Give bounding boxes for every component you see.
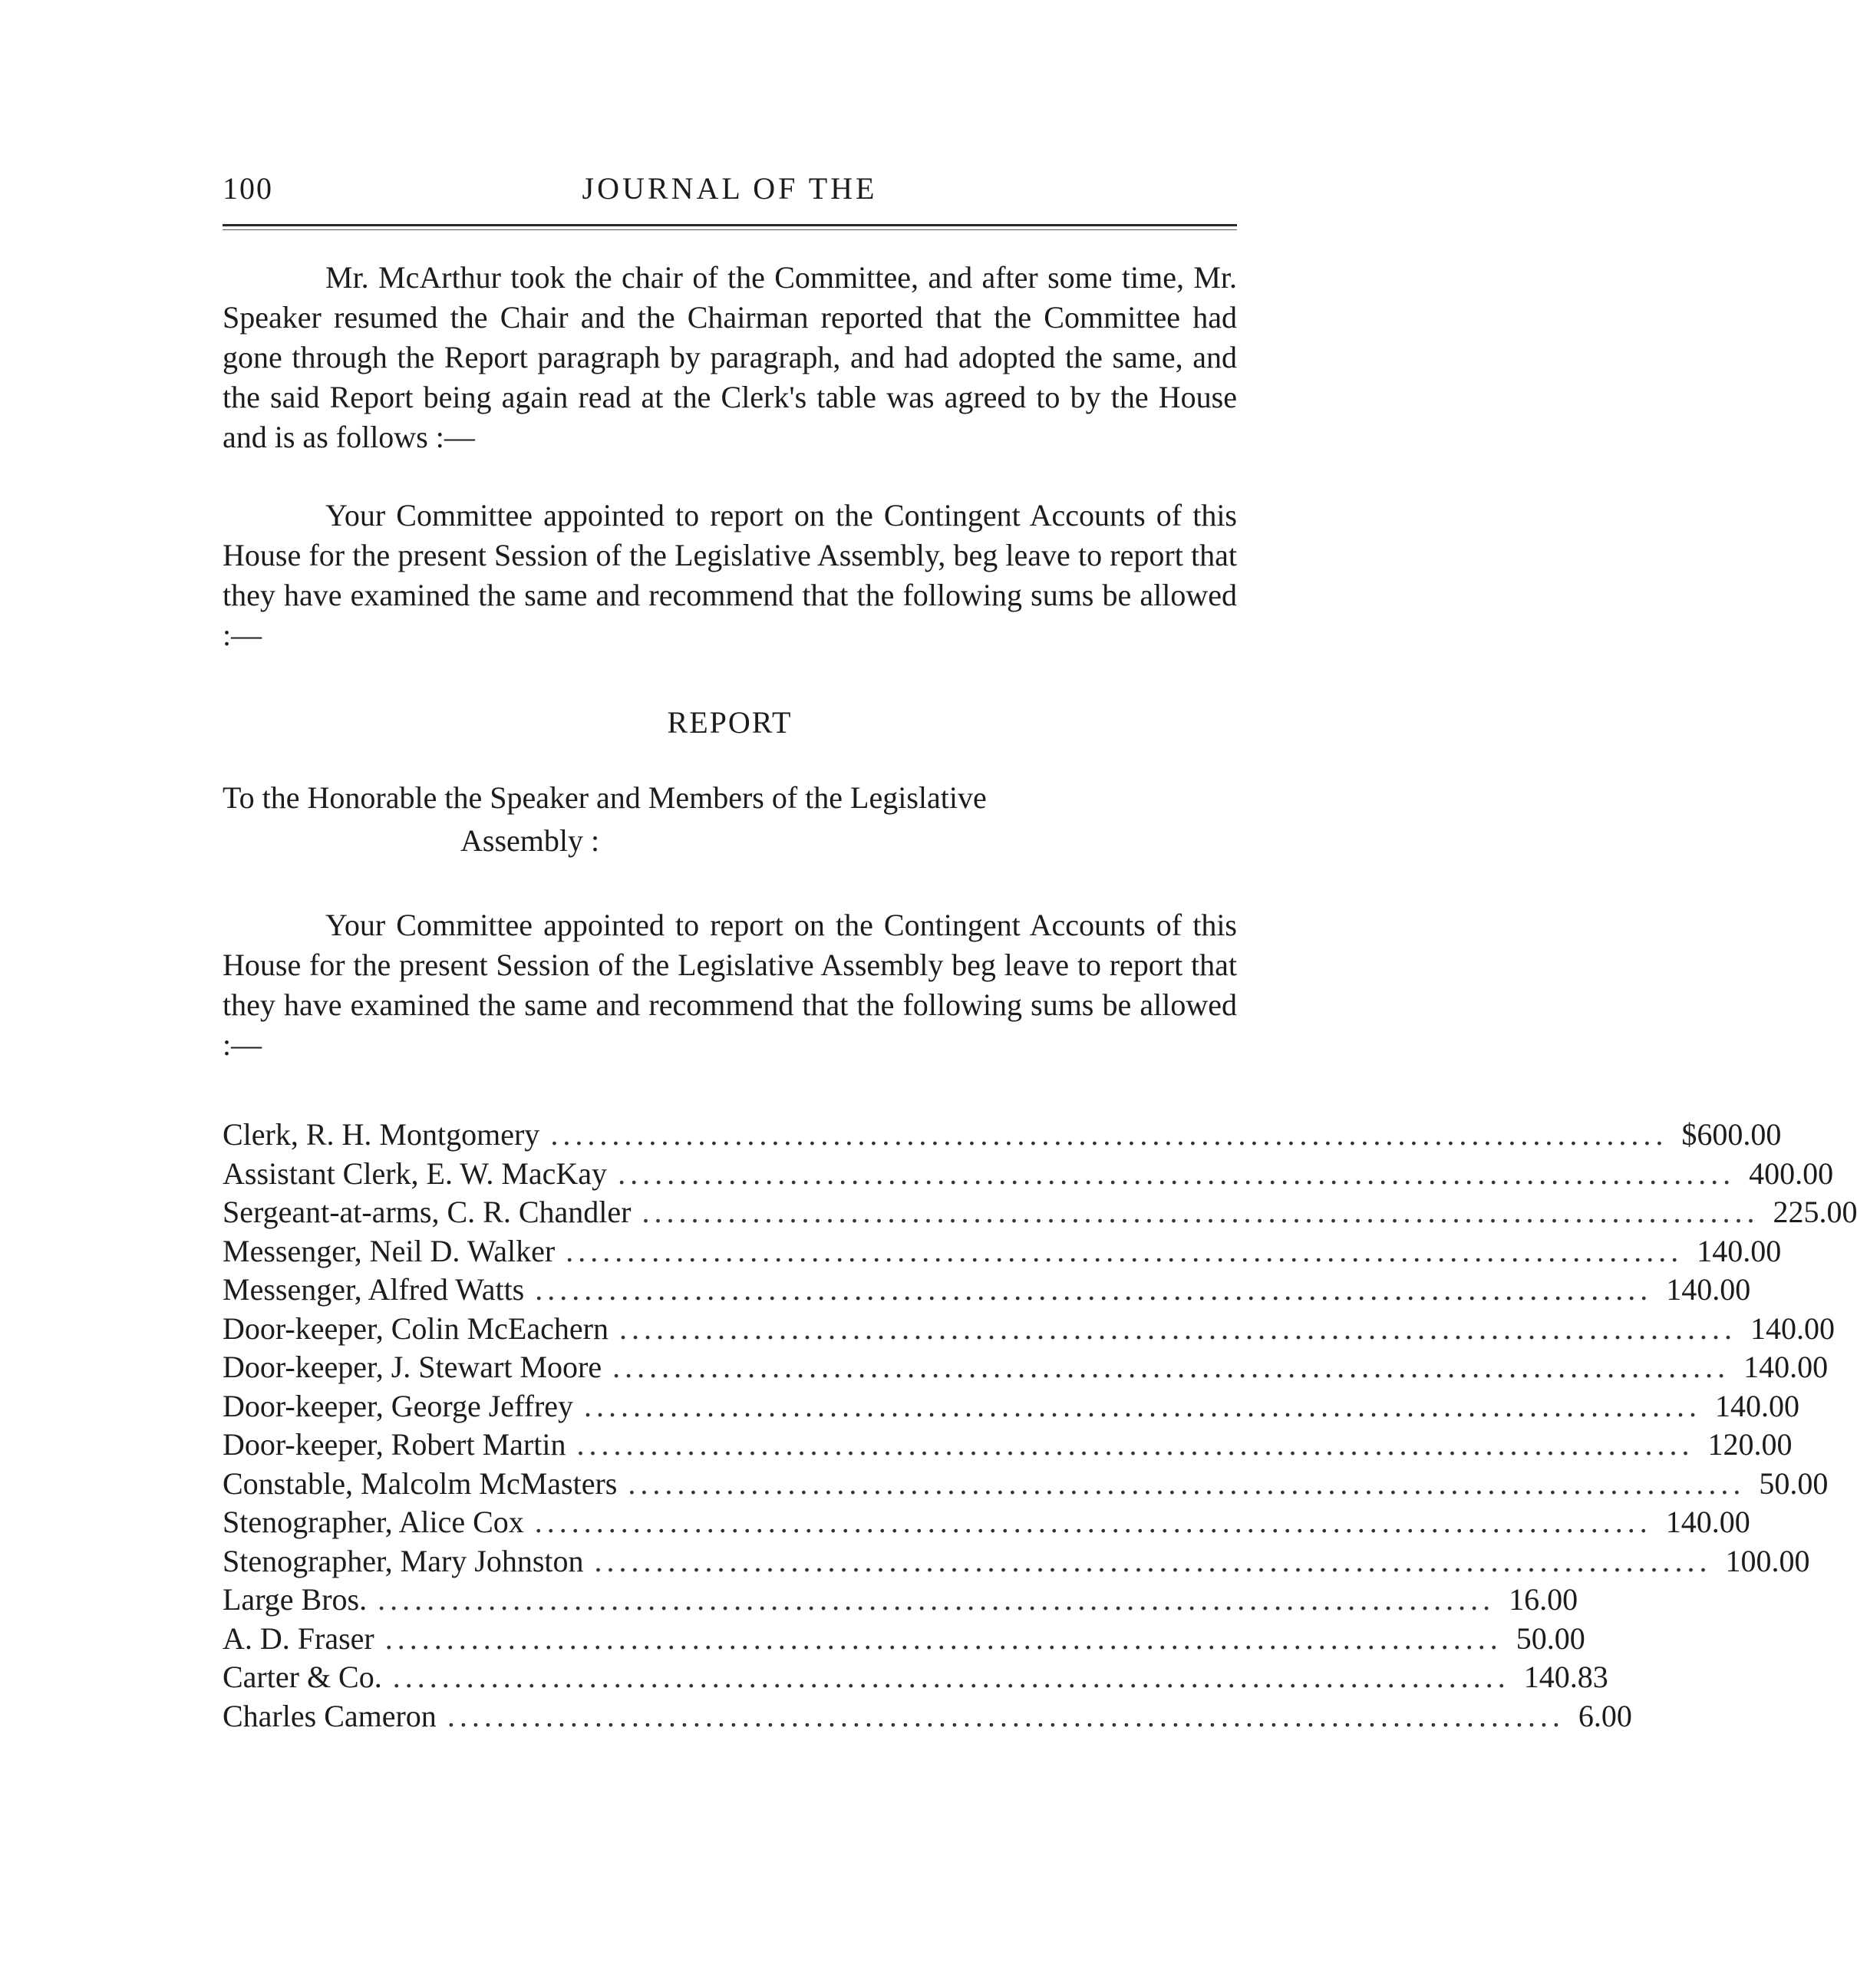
account-name: Door-keeper, Colin McEachern [223,1310,609,1346]
account-name: Assistant Clerk, E. W. MacKay [223,1156,608,1191]
account-name: Constable, Malcolm McMasters [223,1465,618,1501]
account-row [223,1658,1608,1697]
account-name: Door-keeper, George Jeffrey [223,1388,574,1423]
account-amount: 140.00 [1715,1388,1800,1423]
dot-leader: ........................................................................................... [594,1543,1712,1578]
paragraph-committee-chair: Mr. McArthur took the chair of the Committee, and after some time, Mr. Speaker resumed the Chair and the Chairman reported that the Committee had gone through the Report paragraph by paragraph, and had adopted the same, and the said Report being again read at the Clerk's table was agreed to by the House and is as follows :— [223,260,1237,454]
account-row [223,1581,1578,1620]
account-row [223,1232,1782,1271]
dot-leader: ........................................................................................... [618,1310,1737,1346]
address-line-2: Assembly : [460,823,600,858]
account-name: Sergeant-at-arms, C. R. Chandler [223,1195,632,1229]
account-row [223,1387,1800,1426]
account-amount: 140.00 [1666,1272,1751,1307]
dot-leader: ........................................................................................... [392,1660,1510,1694]
dot-leader: ........................................................................................... [618,1156,1736,1191]
dot-leader: ........................................................................................... [378,1582,1496,1617]
account-name: Carter & Co. [223,1660,382,1694]
dot-leader: ........................................................................................... [612,1350,1730,1384]
account-name: A. D. Fraser [223,1620,374,1656]
journal-page [223,170,1857,1736]
account-row [223,1116,1782,1155]
dot-leader: ........................................................................................... [584,1388,1702,1423]
account-amount: 140.83 [1523,1660,1608,1694]
account-row [223,1542,1810,1581]
account-name: Large Bros. [223,1582,368,1617]
account-amount: 140.00 [1665,1505,1750,1539]
currency-symbol: $ [1681,1117,1697,1152]
page-number: 100 [223,171,273,206]
account-name: Charles Cameron [223,1698,437,1733]
paragraph-committee-report-intro: Your Committee appointed to report on the Contingent Accounts of this House for the present Session of the Legislative Assembly, beg leave to report that they have examined the same and recommend that the following sums be allowed :— [223,498,1237,652]
dot-leader: ........................................................................................... [628,1465,1746,1501]
account-row [223,1503,1750,1542]
account-name: Stenographer, Mary Johnston [223,1543,584,1578]
account-row [223,1310,1835,1349]
account-amount: 140.00 [1697,1233,1782,1268]
account-row [223,1193,1857,1232]
account-amount: 120.00 [1707,1427,1793,1462]
account-name: Door-keeper, J. Stewart Moore [223,1350,602,1384]
account-row [223,1155,1834,1194]
account-name: Messenger, Alfred Watts [223,1272,525,1307]
address-line-1: To the Honorable the Speaker and Members of the Legislative [223,780,987,815]
account-amount: 140.00 [1750,1310,1835,1346]
account-row [223,1465,1829,1504]
account-amount: 400.00 [1749,1156,1834,1191]
dot-leader: ........................................................................................... [534,1505,1652,1539]
account-row [223,1426,1793,1465]
running-head [223,170,1237,213]
account-amount: 6.00 [1578,1698,1632,1733]
account-amount: 225.00 [1773,1195,1857,1229]
dot-leader: ........................................................................................... [384,1620,1502,1656]
account-amount: 140.00 [1743,1350,1829,1384]
dot-leader: ........................................................................................... [550,1117,1668,1152]
account-row [223,1697,1632,1736]
dot-leader: ........................................................................................... [566,1233,1684,1268]
account-amount: 16.00 [1509,1582,1578,1617]
account-amount: 50.00 [1516,1620,1585,1656]
account-row [223,1348,1829,1387]
report-heading: REPORT [667,705,793,740]
paragraph-report-body: Your Committee appointed to report on the Contingent Accounts of this House for the present Session of the Legislative Assembly beg leave to report that they have examined the same and recommend that the following sums be allowed :— [223,908,1237,1062]
header-rule [223,224,1237,230]
dot-leader: ........................................................................................... [447,1698,1565,1733]
report-address [223,776,1237,862]
accounts-list [223,1116,1857,1736]
account-name: Messenger, Neil D. Walker [223,1233,556,1268]
account-amount: 100.00 [1725,1543,1810,1578]
account-row [223,1271,1751,1310]
journal-title: JOURNAL OF THE [582,171,878,206]
dot-leader: ........................................................................................... [576,1427,1694,1462]
account-row [223,1620,1585,1659]
account-name: Door-keeper, Robert Martin [223,1427,566,1462]
account-amount: 600.00 [1697,1117,1782,1152]
dot-leader: ........................................................................................... [535,1272,1653,1307]
account-name: Stenographer, Alice Cox [223,1505,524,1539]
dot-leader: ........................................................................................... [642,1195,1760,1229]
account-amount: 50.00 [1759,1465,1829,1501]
account-name: Clerk, R. H. Montgomery [223,1117,540,1152]
